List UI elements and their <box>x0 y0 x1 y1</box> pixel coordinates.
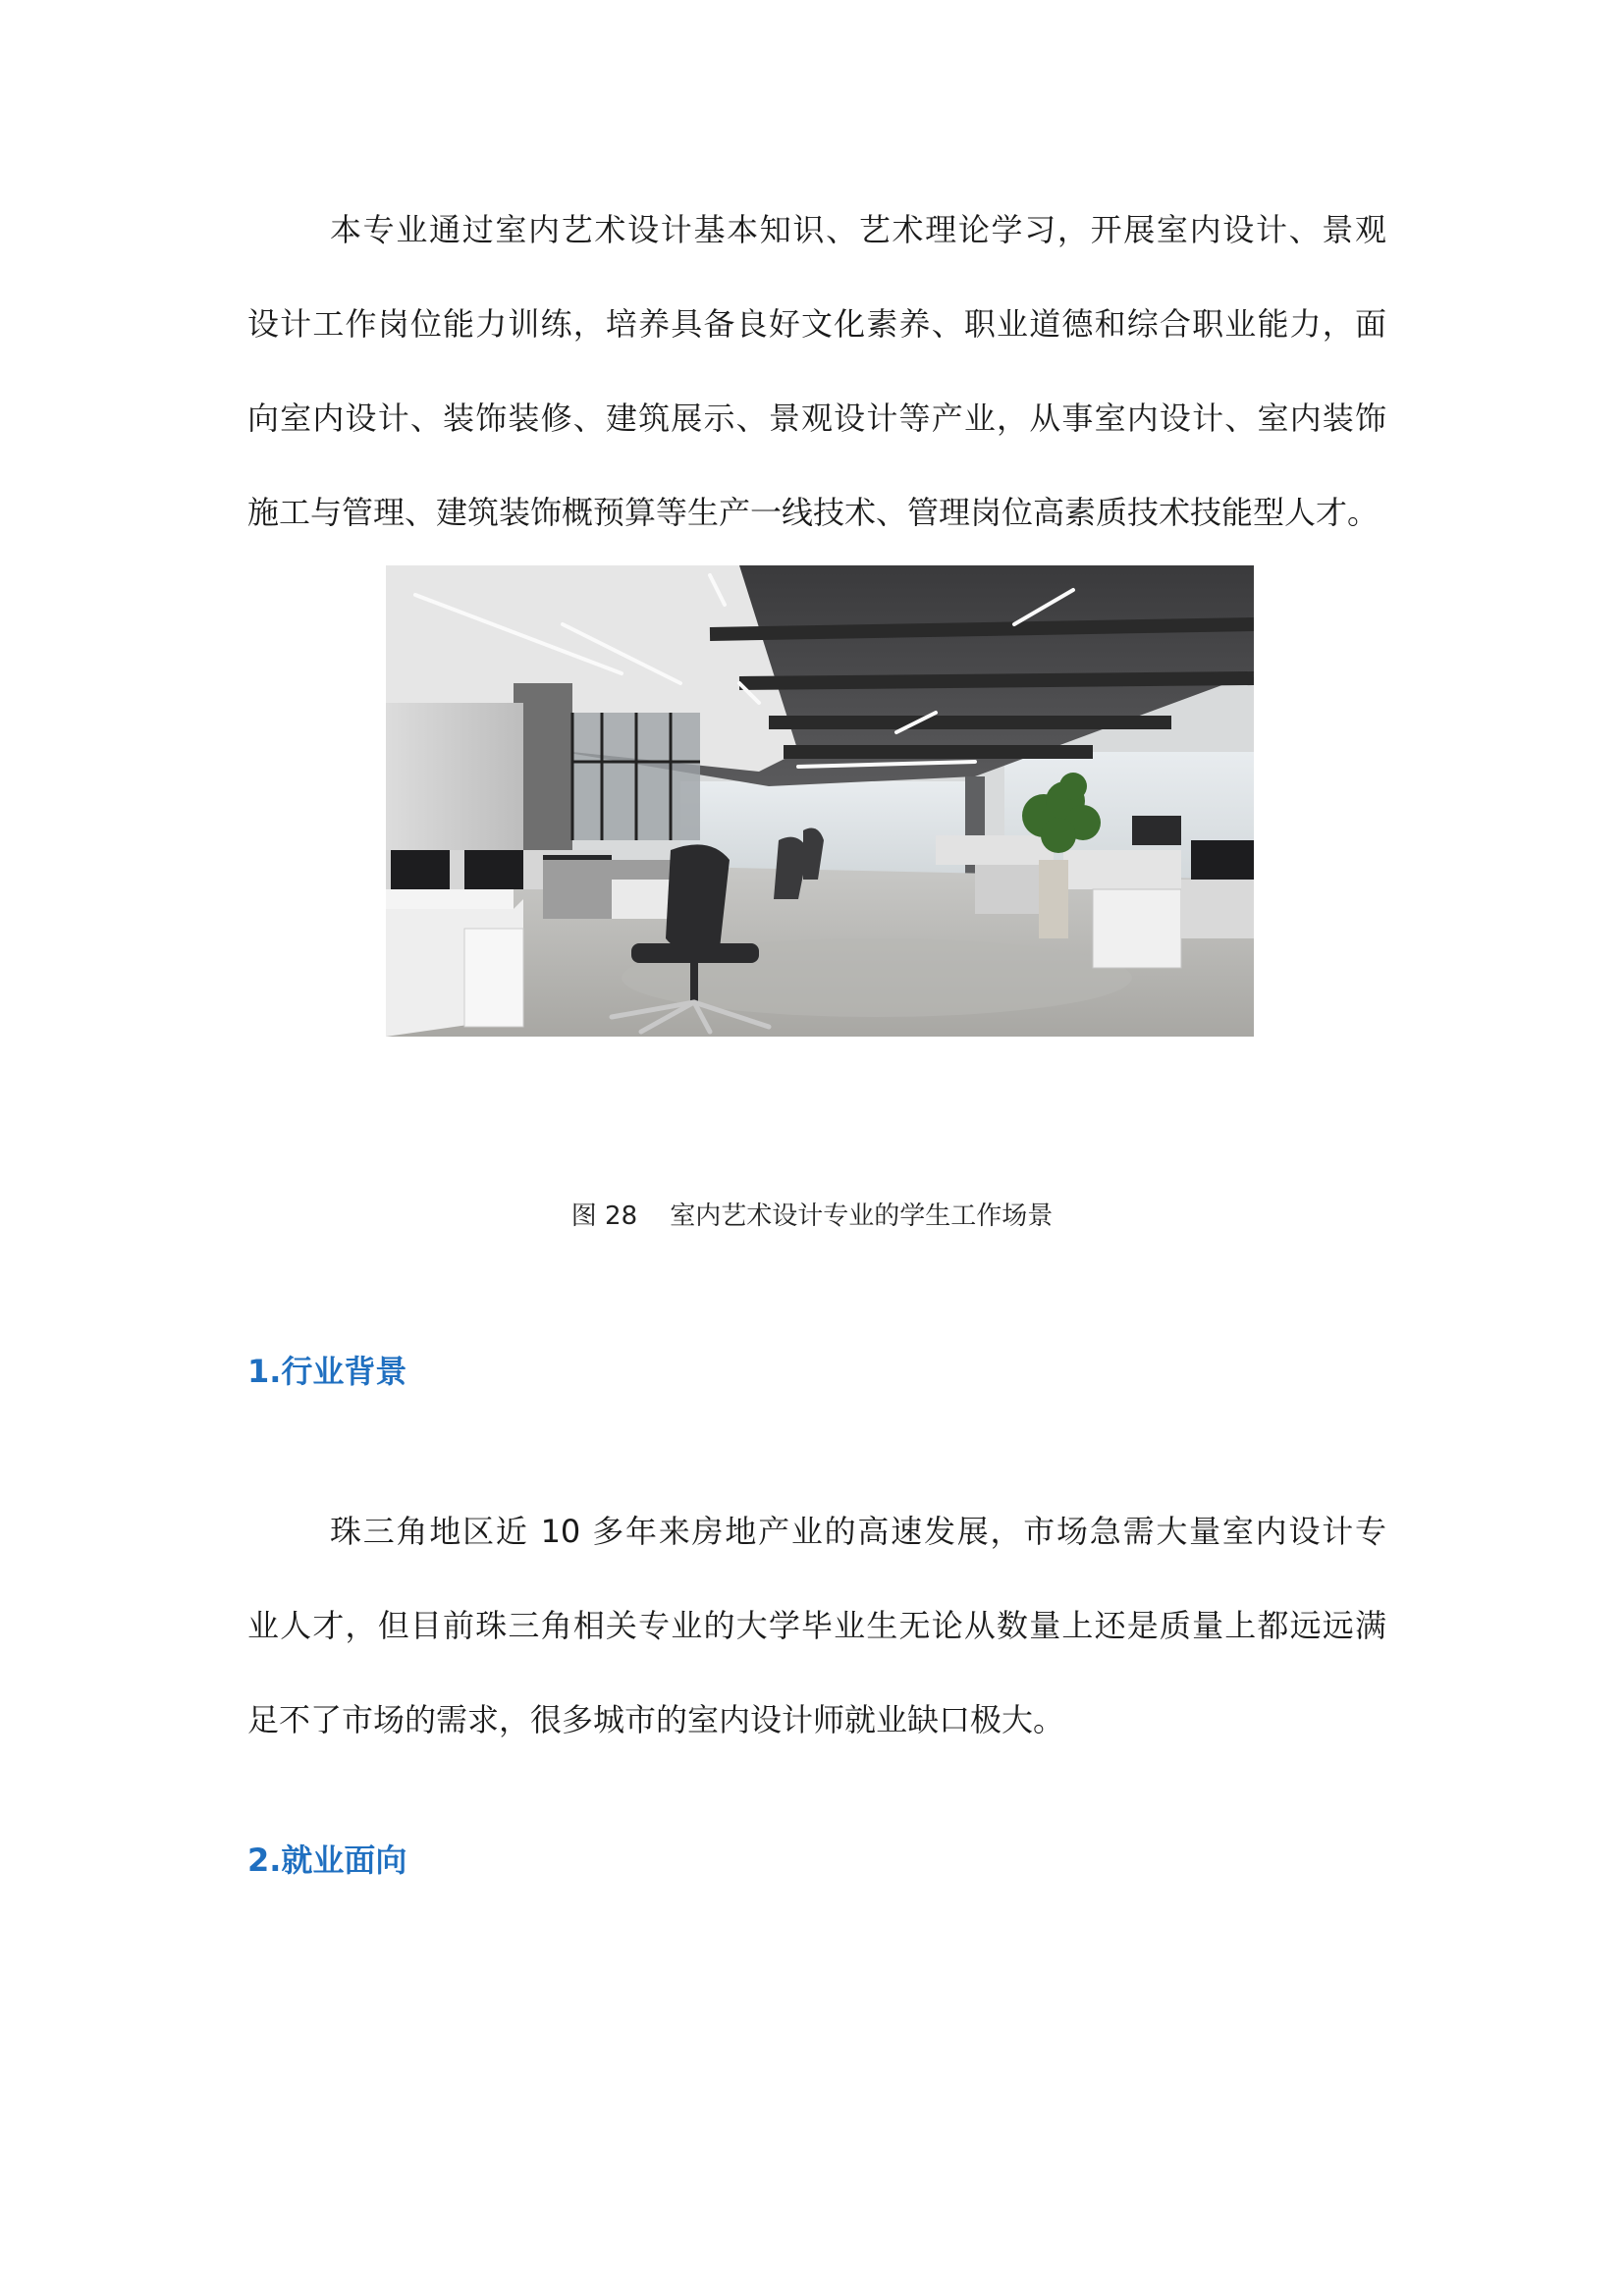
section-1-line-3: 足不了市场的需求，很多城市的室内设计师就业缺口极大。 <box>247 1701 1065 1738</box>
intro-paragraph <box>247 211 1386 531</box>
intro-line-3: 向室内设计、装饰装修、建筑展示、景观设计等产业，从事室内设计、室内装饰 <box>247 400 1386 437</box>
intro-line-4: 施工与管理、建筑装饰概预算等生产一线技术、管理岗位高素质技术技能型人才。 <box>247 494 1380 531</box>
section-1-heading: 1.行业背景 <box>247 1353 407 1390</box>
intro-line-2: 设计工作岗位能力训练，培养具备良好文化素养、职业道德和综合职业能力，面 <box>247 305 1386 343</box>
section-1-paragraph <box>247 1513 1386 1738</box>
figure-caption: 图 28 室内艺术设计专业的学生工作场景 <box>570 1201 1054 1231</box>
section-1-line-1: 珠三角地区近 10 多年来房地产业的高速发展，市场急需大量室内设计专 <box>330 1513 1386 1550</box>
section-2-heading: 2.就业面向 <box>247 1842 407 1879</box>
office-interior-photo <box>386 565 1254 1037</box>
section-1-line-2: 业人才，但目前珠三角相关专业的大学毕业生无论从数量上还是质量上都远远满 <box>247 1607 1386 1644</box>
intro-line-1: 本专业通过室内艺术设计基本知识、艺术理论学习，开展室内设计、景观 <box>330 211 1386 248</box>
